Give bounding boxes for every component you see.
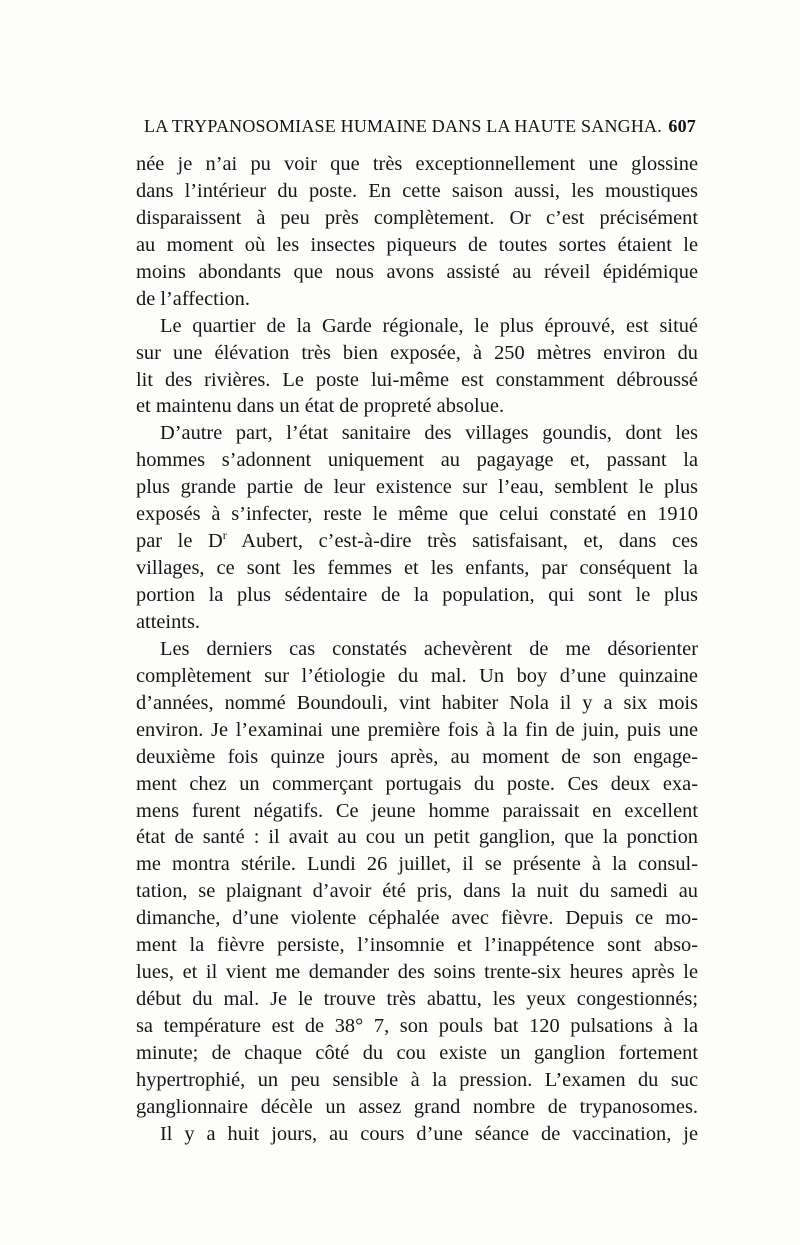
- text-line: [136, 528, 698, 555]
- text-line: de l’affection.: [136, 287, 250, 310]
- text-line: environ. Je l’examinai une première fois à la fin de juin, puis une: [136, 718, 698, 741]
- text-line: tation, se plaignant d’avoir été pris, dans la nuit du samedi au: [136, 880, 698, 903]
- text-line: plus grande partie de leur existence sur l’eau, semblent le plus: [136, 476, 698, 499]
- text-line: début du mal. Je le trouve très abattu, les yeux congestionnés;: [136, 988, 698, 1011]
- text-line: lit des rivières. Le poste lui-même est constamment débroussé: [136, 368, 698, 391]
- text-line: me montra stérile. Lundi 26 juillet, il se présente à la consul-: [136, 853, 698, 876]
- doctor-superscript: r: [222, 528, 227, 543]
- text-line: sur une élévation très bien exposée, à 250 mètres environ du: [136, 341, 698, 364]
- text-line: mens furent négatifs. Ce jeune homme paraissait en excellent: [136, 799, 698, 822]
- text-line: née je n’ai pu voir que très exceptionnellement une glossine: [136, 153, 698, 175]
- text-line: disparaissent à peu près complètement. Or c’est précisément: [136, 206, 698, 229]
- text-line: lues, et il vient me demander des soins trente-six heures après le: [136, 961, 698, 984]
- text-line: ment la fièvre persiste, l’insomnie et l’inappétence sont abso-: [136, 934, 698, 957]
- text-line: moins abondants que nous avons assisté au réveil épidémique: [136, 260, 698, 283]
- paragraph-start-line: Il y a huit jours, au cours d’une séance de vaccination, je: [160, 1122, 698, 1145]
- text-line: complètement sur l’étiologie du mal. Un boy d’une quinzaine: [136, 664, 698, 687]
- text-line: dimanche, d’une violente céphalée avec fièvre. Depuis ce mo-: [136, 907, 698, 930]
- paragraph-start-line: Les derniers cas constatés achevèrent de me désorienter: [160, 637, 698, 660]
- text-line: au moment où les insectes piqueurs de toutes sortes étaient le: [136, 233, 698, 256]
- text-line-rest: Aubert, c’est-à-dire très satisfaisant, et, dans ces: [226, 530, 698, 553]
- paragraph-start-line: D’autre part, l’état sanitaire des villages goundis, dont les: [160, 422, 698, 445]
- text-line-start: par le D: [136, 530, 223, 553]
- text-line: ment chez un commerçant portugais du poste. Ces deux exa-: [136, 772, 698, 795]
- text-line: deuxième fois quinze jours après, au moment de son engage-: [136, 745, 698, 768]
- text-line: hommes s’adonnent uniquement au pagayage et, passant la: [136, 449, 698, 472]
- text-line: villages, ce sont les femmes et les enfants, par conséquent la: [136, 557, 698, 580]
- page-number: 607: [668, 116, 696, 136]
- paragraph-start-line: Le quartier de la Garde régionale, le plus éprouvé, est situé: [160, 314, 698, 337]
- body-text: [136, 151, 698, 1148]
- text-line: sa température est de 38° 7, son pouls bat 120 pulsations à la: [136, 1015, 698, 1037]
- text-line: minute; de chaque côté du cou existe un ganglion fortement: [136, 1041, 698, 1064]
- text-line: état de santé : il avait au cou un petit ganglion, que la ponction: [136, 826, 698, 849]
- text-line: hypertrophié, un peu sensible à la pression. L’examen du suc: [136, 1068, 698, 1091]
- running-header: [140, 116, 696, 146]
- text-line: ganglionnaire décèle un assez grand nombre de trypanosomes.: [136, 1095, 698, 1118]
- text-line: atteints.: [136, 610, 200, 633]
- text-line: dans l’intérieur du poste. En cette saison aussi, les moustiques: [136, 179, 698, 202]
- text-line: et maintenu dans un état de propreté absolue.: [136, 395, 505, 418]
- text-line: portion la plus sédentaire de la population, qui sont le plus: [136, 584, 698, 606]
- running-title: LA TRYPANOSOMIASE HUMAINE DANS LA HAUTE SANGHA.: [144, 116, 662, 136]
- text-line: d’années, nommé Boundouli, vint habiter Nola il y a six mois: [136, 691, 698, 714]
- text-line: exposés à s’infecter, reste le même que celui constaté en 1910: [136, 503, 698, 526]
